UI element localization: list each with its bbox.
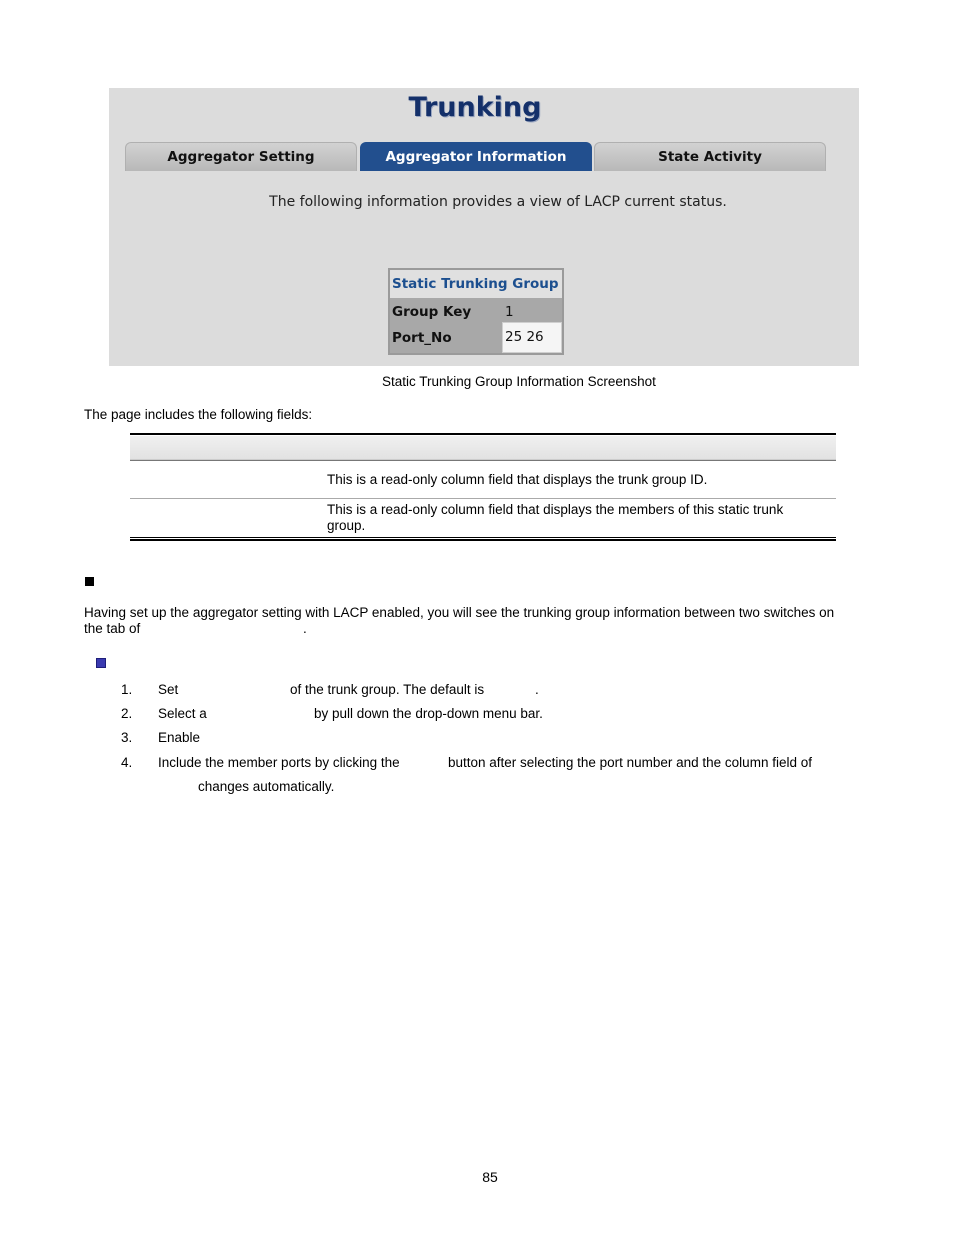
table-header-row (130, 436, 836, 460)
step-2-text-a: Select a (158, 706, 207, 721)
panel-description: The following information provides a view of LACP current status. (269, 194, 727, 210)
screenshot-panel (109, 88, 859, 366)
tab-state-activity[interactable]: State Activity (594, 142, 826, 171)
step-1-text-a: Set (158, 682, 179, 697)
tab-aggregator-information[interactable]: Aggregator Information (360, 142, 592, 171)
table-row-2-description: This is a read-only column field that displays the members of this static trunk group. (327, 502, 784, 533)
step-2-text-b: by pull down the drop-down menu bar. (314, 706, 543, 721)
paragraph-line-1: Having set up the aggregator setting with LACP enabled, you will see the trunking group information between two switches on (84, 605, 835, 620)
step-4-text-line-2: changes automatically. (198, 779, 335, 794)
table-row-1-description: This is a read-only column field that displays the trunk group ID. (327, 472, 708, 487)
table-row-divider (130, 498, 836, 499)
step-4-text-a: Include the member ports by clicking the (158, 755, 400, 770)
port-no-field (502, 322, 562, 353)
intro-text: The page includes the following fields: (84, 407, 313, 422)
static-trunking-group-header: Static Trunking Group (390, 270, 562, 298)
step-3-number: 3. (121, 730, 133, 745)
tab-aggregator-setting[interactable]: Aggregator Setting (125, 142, 357, 171)
step-1-text-c: . (535, 682, 539, 697)
fields-table (130, 433, 836, 541)
port-no-label: Port_No (392, 330, 452, 346)
table-header-rule (130, 460, 836, 461)
step-1-text-b: of the trunk group. The default is (290, 682, 485, 697)
page-number: 85 (482, 1169, 498, 1185)
sub-bullet-icon (96, 658, 106, 668)
group-key-label: Group Key (392, 304, 472, 320)
table-bottom-rule-2 (130, 539, 836, 541)
section-bullet-icon (85, 577, 94, 586)
table-top-rule (130, 433, 836, 435)
table-bottom-rule-1 (130, 537, 836, 538)
paragraph-line-2-prefix: the tab of (84, 621, 141, 636)
port-no-value: 25 26 (505, 329, 544, 345)
step-3-text-a: Enable (158, 730, 201, 745)
group-key-value: 1 (505, 304, 514, 320)
paragraph-line-2-suffix: . (303, 621, 307, 636)
step-1-number: 1. (121, 682, 133, 697)
page-title: Trunking (408, 92, 542, 123)
step-2-number: 2. (121, 706, 133, 721)
static-trunking-group-table (388, 268, 564, 355)
step-4-number: 4. (121, 755, 133, 770)
figure-caption: Static Trunking Group Information Screenshot (382, 374, 656, 389)
step-4-text-b: button after selecting the port number and the column field of (448, 755, 812, 770)
